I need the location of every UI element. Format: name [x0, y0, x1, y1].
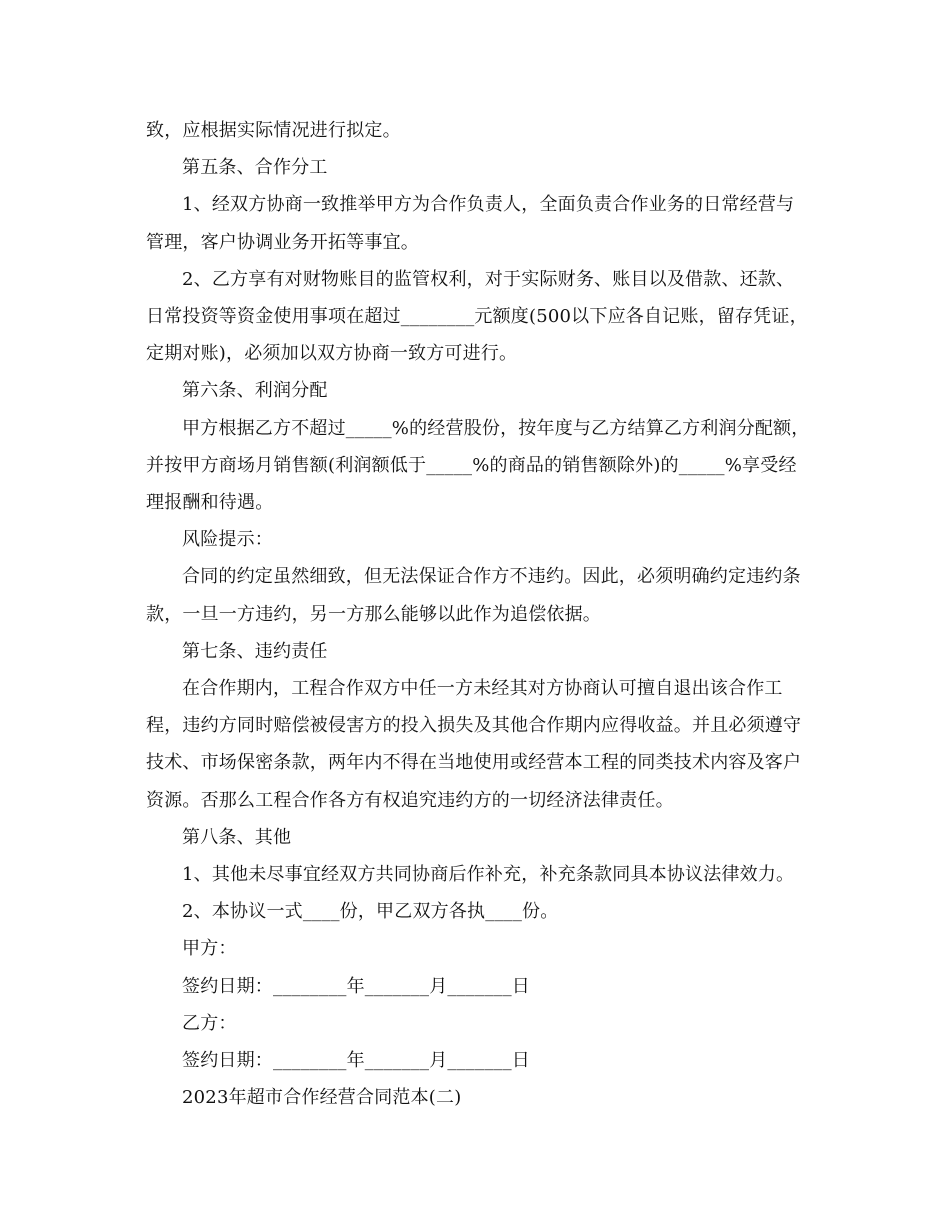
paragraph-clause-8-1: 1、其他未尽事宜经双方共同协商后作补充，补充条款同具本协议法律效力。 — [182, 864, 795, 886]
section-heading-article-6: 第六条、利润分配 — [182, 380, 328, 402]
risk-note-heading: 风险提示： — [182, 529, 273, 551]
paragraph-clause-8-2: 2、本协议一式____份，甲乙双方各执____份。 — [182, 901, 559, 923]
party-b-label: 乙方： — [182, 1012, 237, 1034]
paragraph-clause-5-2: 2、乙方享有对财物账目的监管权利，对于实际财务、账目以及借款、还款、日常投资等资金使用事项在超过________元额度(500以下应各自记账，留存凭证，定期对账)，必须加以双方协商一致方可进行。 — [146, 268, 808, 365]
party-a-label: 甲方： — [182, 938, 237, 960]
section-heading-article-7: 第七条、违约责任 — [182, 640, 328, 662]
next-document-title: 2023年超市合作经营合同范本(二) — [182, 1087, 462, 1109]
paragraph-risk-note: 合同的约定虽然细致，但无法保证合作方不违约。因此，必须明确约定违约条款，一旦一方违约，另一方那么能够以此作为追偿依据。 — [146, 566, 801, 625]
paragraph-continuation: 致，应根据实际情况进行拟定。 — [146, 120, 401, 141]
paragraph-clause-5-1: 1、经双方协商一致推举甲方为合作负责人，全面负责合作业务的日常经营与管理，客户协调业务开拓等事宜。 — [146, 194, 795, 253]
section-heading-article-8: 第八条、其他 — [182, 826, 292, 848]
section-heading-article-5: 第五条、合作分工 — [182, 157, 328, 179]
paragraph-breach-liability: 在合作期内，工程合作双方中任一方未经其对方协商认可擅自退出该合作工程，违约方同时赔偿被侵害方的投入损失及其他合作期内应得收益。并且必须遵守技术、市场保密条款，两年内不得在当地使用或经营本工程的同类技术内容及客户资源。否那么工程合作各方有权追究违约方的一切经济法律责任。 — [146, 678, 802, 811]
party-b-sign-date: 签约日期：________年_______月_______日 — [182, 1050, 530, 1072]
paragraph-profit-distribution: 甲方根据乙方不超过_____%的经营股份，按年度与乙方结算乙方利润分配额，并按甲方商场月销售额(利润额低于_____%的商品的销售额除外)的_____%享受经理报酬和待遇。 — [146, 417, 810, 514]
party-a-sign-date: 签约日期：________年_______月_______日 — [182, 975, 530, 997]
document-body — [146, 112, 810, 1116]
